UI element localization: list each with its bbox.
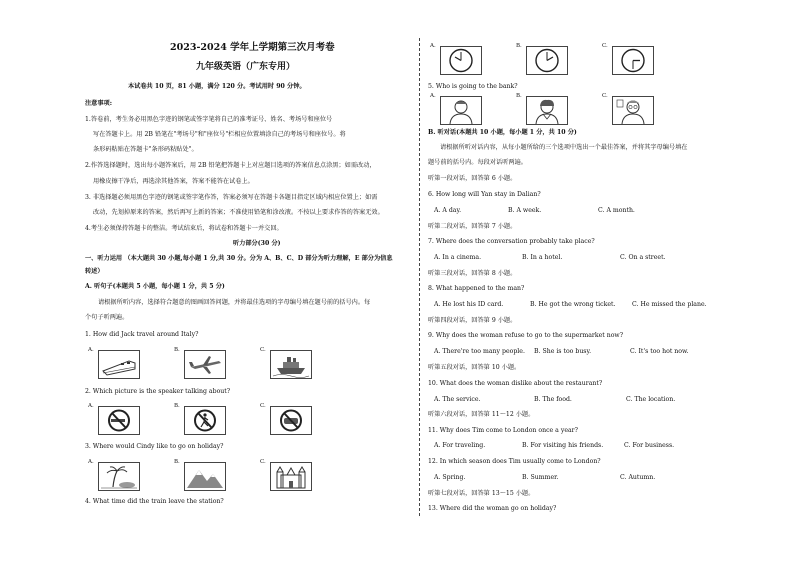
option-label: B.	[174, 347, 180, 353]
option-label: B.	[174, 403, 180, 409]
question-9: 9. Why does the woman refuse to go to the supermarket now?	[428, 332, 624, 339]
plane-image	[184, 350, 226, 379]
option: C. It's too hot now.	[630, 348, 689, 355]
option: C. He missed the plane.	[632, 301, 707, 308]
note-line: 1.答卷前，考生务必用黑色字迹的钢笔或签字笔将自己的准考证号、姓名、考场号和座位号	[85, 116, 333, 123]
question-4: 4. What time did the train leave the station?	[85, 498, 224, 505]
note-line: 2.作答选择题时，选出每小题答案后，用 2B 铅笔把答题卡上对应题目选项的答案信息点涂黑；如需改动，	[85, 162, 376, 169]
note-line: 条形码粘贴在答题卡"条形码粘贴处"。	[93, 146, 198, 153]
part-a-heading: A. 听句子(本题共 5 小题，每小题 1 分，共 5 分)	[85, 283, 225, 290]
dialogue-instruction: 听第七段对话，回答第 13～15 小题。	[428, 490, 535, 497]
option: B. Summer.	[522, 474, 559, 481]
dialogue-instruction: 听第一段对话，回答第 6 小题。	[428, 175, 517, 182]
part-b-heading: B. 听对话(本题共 10 小题，每小题 1 分，共 10 分)	[428, 129, 577, 136]
option: A. The service.	[434, 396, 481, 403]
clock-icon	[440, 46, 482, 75]
question-7: 7. Where does the conversation probably take place?	[428, 238, 595, 245]
option: A. A day.	[434, 207, 462, 214]
option: A. There're too many people.	[434, 348, 525, 355]
part-b-instruction: 请根据所听对话内容，从每小题所给的三个选项中选出一个最佳答案，并将其字母编号填在	[440, 144, 688, 151]
no-parking-sign-icon	[270, 406, 312, 435]
option: B. A week.	[508, 207, 542, 214]
train-image	[98, 350, 140, 379]
option-label: B.	[516, 43, 522, 49]
option: A. In a cinema.	[434, 254, 482, 261]
option: A. Spring.	[434, 474, 466, 481]
question-11: 11. Why does Tim come to London once a year?	[428, 427, 578, 434]
question-5: 5. Who is going to the bank?	[428, 83, 518, 90]
option: B. In a hotel.	[522, 254, 563, 261]
option: C. On a street.	[620, 254, 666, 261]
person-image	[440, 96, 482, 125]
option: A. For traveling.	[434, 442, 486, 449]
option-label: C.	[260, 347, 266, 353]
no-smoking-sign-icon	[98, 406, 140, 435]
option: B. She is too busy.	[534, 348, 592, 355]
note-line: 改动，先划掉原来的答案，然后再写上新的答案；不准使用铅笔和涂改液。不按以上要求作答的答案无效。	[93, 209, 384, 216]
note-line: 用橡皮擦干净后，再选涂其他答案，答案不能答在试卷上。	[93, 178, 254, 185]
clock-icon	[526, 46, 568, 75]
no-walking-sign-icon	[184, 406, 226, 435]
option-label: C.	[260, 403, 266, 409]
option: C. For business.	[624, 442, 675, 449]
option: A. He lost his ID card.	[434, 301, 504, 308]
mountain-image	[184, 462, 226, 491]
option: C. Autumn.	[620, 474, 656, 481]
option: C. A month.	[598, 207, 635, 214]
left-column	[78, 0, 416, 562]
note-line: 4.考生必须保持答题卡的整洁。考试结束后，将试卷和答题卡一并交回。	[85, 225, 283, 232]
question-2: 2. Which picture is the speaker talking about?	[85, 388, 231, 395]
option-label: B.	[516, 93, 522, 99]
option-label: B.	[174, 459, 180, 465]
clock-icon	[612, 46, 654, 75]
person-image	[612, 96, 654, 125]
right-column	[424, 0, 754, 562]
option-label: C.	[260, 459, 266, 465]
option-label: A.	[88, 347, 94, 353]
question-1: 1. How did Jack travel around Italy?	[85, 331, 199, 338]
option-label: A.	[430, 43, 436, 49]
option-label: C.	[602, 43, 608, 49]
exam-title: 2023-2024 学年上学期第三次月考卷	[170, 42, 335, 53]
ship-image	[270, 350, 312, 379]
beach-image	[98, 462, 140, 491]
section-title: 听力部分(30 分)	[233, 240, 281, 247]
dialogue-instruction: 听第四段对话，回答第 9 小题。	[428, 317, 517, 324]
castle-image	[270, 462, 312, 491]
dialogue-instruction: 听第三段对话，回答第 8 小题。	[428, 270, 517, 277]
part-b-instruction-cont: 题号前的括号内。每段对话听两遍。	[428, 159, 527, 166]
option: B. He got the wrong ticket.	[530, 301, 616, 308]
dialogue-instruction: 听第六段对话，回答第 11～12 小题。	[428, 411, 535, 418]
question-10: 10. What does the woman dislike about the restaurant?	[428, 380, 603, 387]
option: C. The location.	[626, 396, 676, 403]
option: B. For visiting his friends.	[522, 442, 604, 449]
part1-heading-cont: 转述）	[85, 268, 104, 275]
note-line: 3. 非选择题必须用黑色字迹的钢笔或签字笔作答，答案必须写在答题卡各题目指定区域内相应位置上；如需	[85, 194, 378, 201]
option-label: A.	[88, 403, 94, 409]
dialogue-instruction: 听第二段对话，回答第 7 小题。	[428, 223, 517, 230]
part-a-instruction-cont: 个句子听两遍。	[85, 314, 129, 321]
option-label: C.	[602, 93, 608, 99]
part-a-instruction: 请根据所听内容，选择符合题意的图画回答问题，并将最佳选项的字母编号填在题号前的括号内。每	[98, 299, 371, 306]
question-6: 6. How long will Yan stay in Dalian?	[428, 191, 541, 198]
question-12: 12. In which season does Tim usually come to London?	[428, 458, 601, 465]
column-divider	[419, 38, 420, 516]
option-label: A.	[430, 93, 436, 99]
question-13: 13. Where did the woman go on holiday?	[428, 505, 557, 512]
question-3: 3. Where would Cindy like to go on holiday?	[85, 443, 224, 450]
dialogue-instruction: 听第五段对话，回答第 10 小题。	[428, 364, 521, 371]
question-8: 8. What happened to the man?	[428, 285, 525, 292]
option-label: A.	[88, 459, 94, 465]
part1-heading: 一、听力运用 （本大题共 30 小题,每小题 1 分,共 30 分。分为 A、B、C、D 部分为听力理解，E 部分为信息	[85, 255, 393, 262]
exam-meta: 本试卷共 10 页，81 小题，满分 120 分。考试用时 90 分钟。	[128, 83, 306, 90]
person-image	[526, 96, 568, 125]
option: B. The food.	[534, 396, 572, 403]
notice-title: 注意事项:	[85, 100, 113, 107]
exam-subtitle: 九年级英语（广东专用）	[196, 62, 296, 72]
note-line: 写在答题卡上。用 2B 铅笔在"考场号"和"座位号"栏相应位置填涂自己的考场号和座位号。将	[93, 131, 346, 138]
